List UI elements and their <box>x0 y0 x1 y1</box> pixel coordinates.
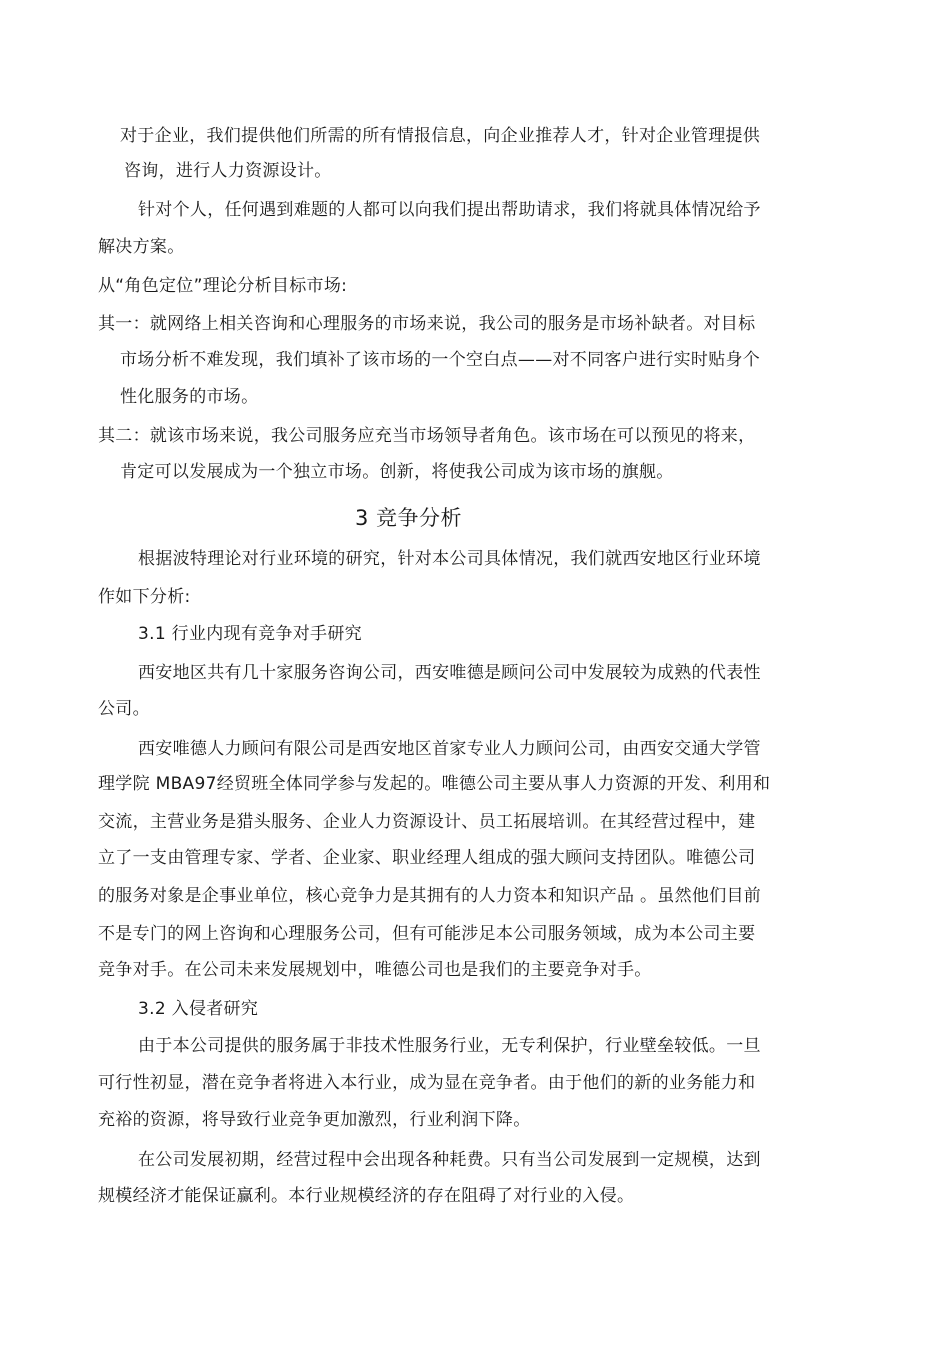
section-title: 3 竞争分析 <box>355 506 463 530</box>
paragraph-line: 西安地区共有几十家服务咨询公司，西安唯德是顾问公司中发展较为成熟的代表性 <box>138 663 761 683</box>
paragraph-line: 不是专门的网上咨询和心理服务公司，但有可能涉足本公司服务领域，成为本公司主要 <box>98 924 756 944</box>
paragraph-line: 立了一支由管理专家、学者、企业家、职业经理人组成的强大顾问支持团队。唯德公司 <box>98 848 756 868</box>
paragraph-line: 针对个人，任何遇到难题的人都可以向我们提出帮助请求，我们将就具体情况给予 <box>138 200 761 220</box>
paragraph-line: 作如下分析: <box>98 587 191 607</box>
paragraph-line: 市场分析不难发现，我们填补了该市场的一个空白点——对不同客户进行实时贴身个 <box>120 350 761 370</box>
paragraph-line: 从“角色定位”理论分析目标市场: <box>98 276 348 296</box>
paragraph-line: 性化服务的市场。 <box>120 387 259 407</box>
paragraph-line: 理学院 MBA97经贸班全体同学参与发起的。唯德公司主要从事人力资源的开发、利用和 <box>98 774 771 794</box>
paragraph-line: 的服务对象是企事业单位，核心竞争力是其拥有的人力资本和知识产品 。虽然他们目前 <box>98 886 762 906</box>
paragraph-line: 交流，主营业务是猎头服务、企业人力资源设计、员工拓展培训。在其经营过程中，建 <box>98 812 756 832</box>
paragraph-line: 可行性初显，潜在竞争者将进入本行业，成为显在竞争者。由于他们的新的业务能力和 <box>98 1073 756 1093</box>
paragraph-line: 其一：就网络上相关咨询和心理服务的市场来说，我公司的服务是市场补缺者。对目标 <box>98 314 756 334</box>
paragraph-line: 规模经济才能保证赢利。本行业规模经济的存在阻碍了对行业的入侵。 <box>98 1186 635 1206</box>
paragraph-line: 解决方案。 <box>98 237 185 257</box>
paragraph-line: 由于本公司提供的服务属于非技术性服务行业，无专利保护，行业壁垒较低。一旦 <box>138 1036 761 1056</box>
paragraph-line: 对于企业，我们提供他们所需的所有情报信息，向企业推荐人才，针对企业管理提供 <box>120 126 761 146</box>
paragraph-line: 根据波特理论对行业环境的研究，针对本公司具体情况，我们就西安地区行业环境 <box>138 549 761 569</box>
paragraph-line: 公司。 <box>98 699 150 719</box>
subsection-title: 3.1 行业内现有竞争对手研究 <box>138 624 362 644</box>
subsection-title: 3.2 入侵者研究 <box>138 999 259 1019</box>
paragraph-line: 充裕的资源，将导致行业竞争更加激烈，行业利润下降。 <box>98 1110 531 1130</box>
paragraph-line: 竞争对手。在公司未来发展规划中，唯德公司也是我们的主要竞争对手。 <box>98 960 652 980</box>
paragraph-line: 在公司发展初期，经营过程中会出现各种耗费。只有当公司发展到一定规模，达到 <box>138 1150 761 1170</box>
paragraph-line: 西安唯德人力顾问有限公司是西安地区首家专业人力顾问公司，由西安交通大学管 <box>138 739 761 759</box>
paragraph-line: 肯定可以发展成为一个独立市场。创新，将使我公司成为该市场的旗舰。 <box>120 462 674 482</box>
paragraph-line: 咨询，进行人力资源设计。 <box>124 161 332 181</box>
paragraph-line: 其二：就该市场来说，我公司服务应充当市场领导者角色。该市场在可以预见的将来， <box>98 426 756 446</box>
